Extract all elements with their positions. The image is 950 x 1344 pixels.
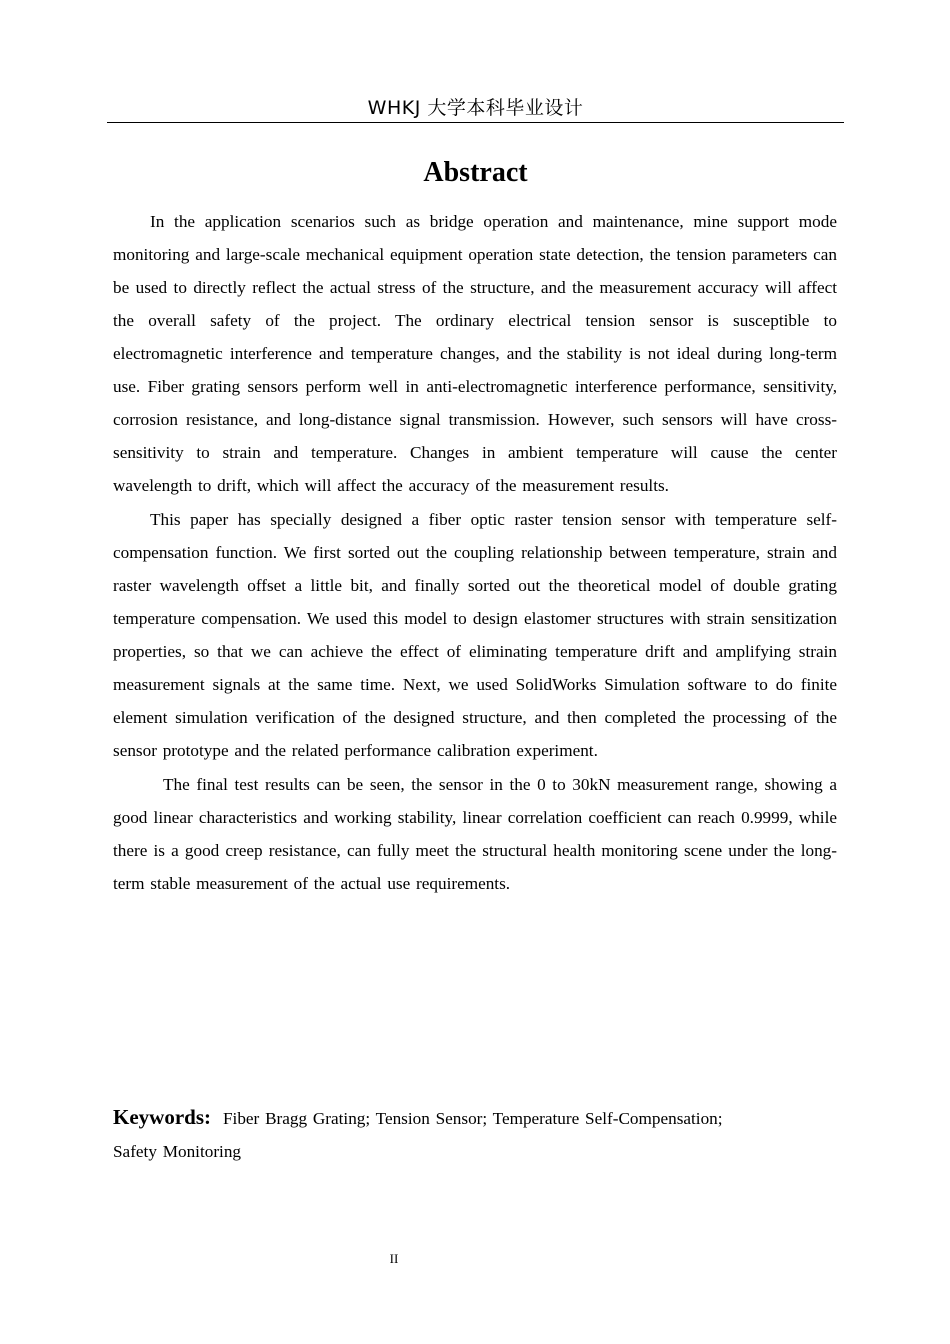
keywords-section <box>113 1101 733 1168</box>
page-header: WHKJ 大学本科毕业设计 <box>367 97 584 119</box>
abstract-paragraph-2: This paper has specially designed a fiber optic raster tension sensor with temperature self-compensation function. We first sorted out the coupling relationship between temperature, strain and raster wavelength offset a little bit, and finally sorted out the theoretical model of double grating temperature compensation. We used this model to design elastomer structures with strain sensitization properties, so that we can achieve the effect of eliminating temperature drift and amplifying strain measurement signals at the same time. Next, we used SolidWorks Simulation software to do finite element simulation verification of the designed structure, and then completed the processing of the sensor prototype and the related performance calibration experiment. <box>113 510 837 760</box>
abstract-paragraph-3: The final test results can be seen, the sensor in the 0 to 30kN measurement range, showing a good linear characteristics and working stability, linear correlation coefficient can reach 0.9999, while there is a good creep resistance, can fully meet the structural health monitoring scene under the long-term stable measurement of the actual use requirements. <box>113 775 837 893</box>
keywords-label: Keywords: <box>113 1105 211 1129</box>
abstract-paragraph-1: In the application scenarios such as bridge operation and maintenance, mine support mode monitoring and large-scale mechanical equipment operation state detection, the tension parameters can be used to directly reflect the actual stress of the structure, and the measurement accuracy will affect the overall safety of the project. The ordinary electrical tension sensor is susceptible to electromagnetic interference and temperature changes, and the stability is not ideal during long-term use. Fiber grating sensors perform well in anti-electromagnetic interference performance, sensitivity, corrosion resistance, and long-distance signal transmission. However, such sensors will have cross-sensitivity to strain and temperature. Changes in ambient temperature will cause the center wavelength to drift, which will affect the accuracy of the measurement results. <box>113 212 837 495</box>
header-divider <box>107 122 844 123</box>
abstract-title: Abstract <box>423 157 528 188</box>
keywords-text: Fiber Bragg Grating; Tension Sensor; Temperature Self-Compensation; Safety Monitoring <box>113 1109 723 1161</box>
abstract-body <box>113 205 837 901</box>
page-number: II <box>389 1251 399 1266</box>
